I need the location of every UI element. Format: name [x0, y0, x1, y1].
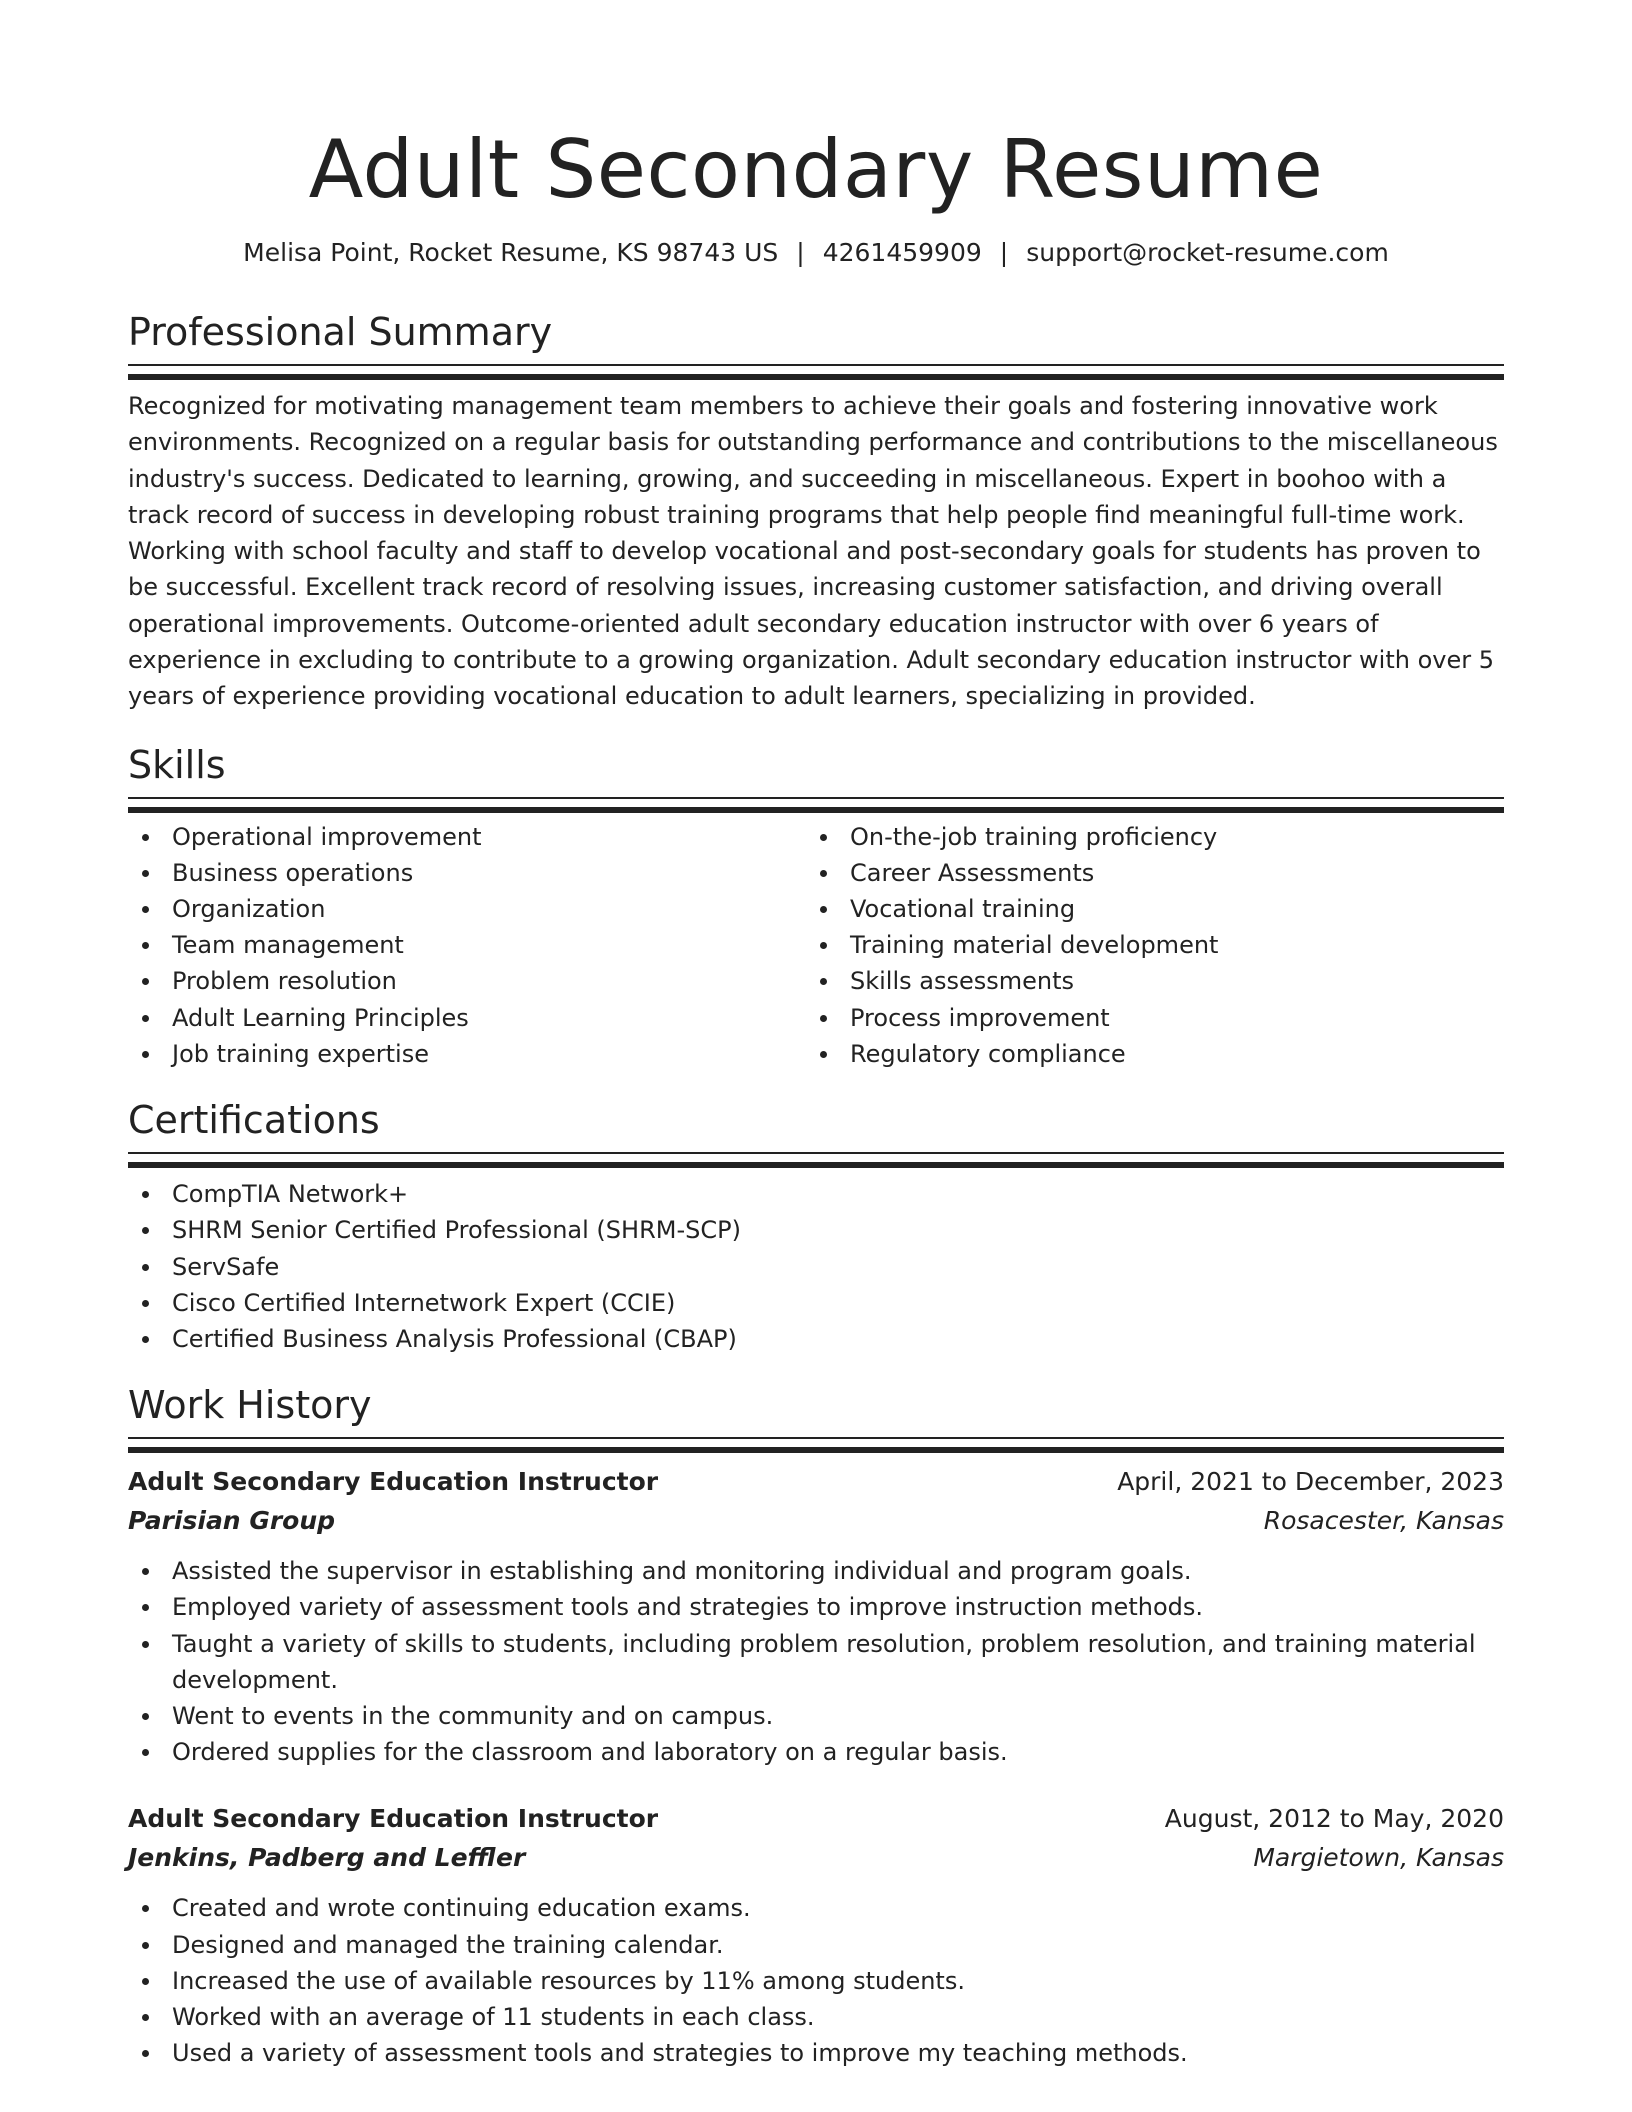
skill-item: Vocational training	[806, 891, 1504, 927]
section-divider	[128, 1437, 1504, 1453]
job-duty: Increased the use of available resources by 11% among students.	[128, 1963, 1504, 1999]
certification-item: Cisco Certified Internetwork Expert (CCIE)	[128, 1285, 1504, 1321]
work-history-section	[128, 1381, 1504, 2071]
job-entry	[128, 1463, 1504, 1770]
skill-item: Regulatory compliance	[806, 1036, 1504, 1072]
section-divider	[128, 797, 1504, 813]
job-duties-list	[128, 1553, 1504, 1770]
job-duty: Assisted the supervisor in establishing and monitoring individual and program goals.	[128, 1553, 1504, 1589]
skill-item: On-the-job training proficiency	[806, 819, 1504, 855]
certifications-list	[128, 1176, 1504, 1357]
section-divider	[128, 364, 1504, 380]
job-location: Margietown, Kansas	[1253, 1843, 1504, 1873]
skills-heading: Skills	[128, 742, 226, 787]
job-dates: August, 2012 to May, 2020	[1164, 1804, 1504, 1834]
job-duty: Worked with an average of 11 students in each class.	[128, 1999, 1504, 2035]
summary-section	[128, 308, 1504, 715]
contact-line	[128, 236, 1504, 270]
job-header-row	[128, 1800, 1504, 1838]
certifications-heading: Certifications	[128, 1098, 380, 1143]
skill-item: Operational improvement	[128, 819, 806, 855]
summary-heading: Professional Summary	[128, 310, 553, 354]
contact-email: support@rocket-resume.com	[1026, 238, 1389, 267]
job-title: Adult Secondary Education Instructor	[128, 1804, 659, 1834]
skills-list-right	[806, 819, 1504, 1072]
contact-separator: |	[796, 238, 805, 267]
skill-item: Process improvement	[806, 1000, 1504, 1036]
job-company-row	[128, 1838, 1504, 1878]
section-divider	[128, 1152, 1504, 1168]
certification-item: CompTIA Network+	[128, 1176, 1504, 1212]
contact-separator: |	[999, 238, 1009, 267]
job-company: Parisian Group	[128, 1506, 336, 1536]
summary-text: Recognized for motivating management team members to achieve their goals and fostering innovative work environments. Recognized on a regular basis for outstanding performance and contributions to the miscellaneous industry's success. Dedicated to learning, growing, and succeeding in miscellaneous. Expert in boohoo with a track record of success in developing robust training programs that help people find meaningful full-time work. Working with school faculty and staff to develop vocational and post-secondary goals for students has proven to be successful. Excellent track record of resolving issues, increasing customer satisfaction, and driving overall operational improvements. Outcome-oriented adult secondary education instructor with over 6 years of experience in excluding to contribute to a growing organization. Adult secondary education instructor with over 5 years of experience providing vocational education to adult learners, specializing in provided.	[128, 392, 1498, 711]
work-history-heading: Work History	[128, 1383, 372, 1428]
certification-item: SHRM Senior Certified Professional (SHRM-SCP)	[128, 1212, 1504, 1248]
certifications-section	[128, 1096, 1504, 1357]
job-duty: Employed variety of assessment tools and strategies to improve instruction methods.	[128, 1589, 1504, 1625]
job-duty: Ordered supplies for the classroom and laboratory on a regular basis.	[128, 1734, 1504, 1770]
job-entry	[128, 1800, 1504, 2071]
job-title: Adult Secondary Education Instructor	[128, 1467, 659, 1497]
skill-item: Training material development	[806, 927, 1504, 963]
certification-item: Certified Business Analysis Professional (CBAP)	[128, 1321, 1504, 1357]
job-company: Jenkins, Padberg and Leffler	[128, 1843, 526, 1873]
resume-page	[128, 0, 1504, 2071]
job-duty: Went to events in the community and on campus.	[128, 1698, 1504, 1734]
job-duty: Created and wrote continuing education exams.	[128, 1890, 1504, 1926]
skill-item: Organization	[128, 891, 806, 927]
skill-item: Business operations	[128, 855, 806, 891]
resume-title: Adult Secondary Resume	[308, 123, 1324, 216]
skill-item: Skills assessments	[806, 963, 1504, 999]
skill-item: Team management	[128, 927, 806, 963]
skill-item: Problem resolution	[128, 963, 806, 999]
job-duty: Designed and managed the training calendar.	[128, 1927, 1504, 1963]
skills-grid	[128, 819, 1504, 1072]
certification-item: ServSafe	[128, 1249, 1504, 1285]
job-dates: April, 2021 to December, 2023	[1117, 1467, 1504, 1497]
skill-item: Job training expertise	[128, 1036, 806, 1072]
job-header-row	[128, 1463, 1504, 1501]
job-location: Rosacester, Kansas	[1263, 1506, 1504, 1536]
job-duties-list	[128, 1890, 1504, 2071]
skill-item: Career Assessments	[806, 855, 1504, 891]
job-company-row	[128, 1501, 1504, 1541]
skill-item: Adult Learning Principles	[128, 1000, 806, 1036]
job-duty: Used a variety of assessment tools and strategies to improve my teaching methods.	[128, 2035, 1504, 2071]
skills-section	[128, 741, 1504, 1072]
contact-phone: 4261459909	[822, 238, 982, 267]
contact-address: Melisa Point, Rocket Resume, KS 98743 US	[243, 238, 779, 267]
skills-list-left	[128, 819, 806, 1072]
job-duty: Taught a variety of skills to students, including problem resolution, problem resolution, and training material development.	[128, 1626, 1504, 1698]
